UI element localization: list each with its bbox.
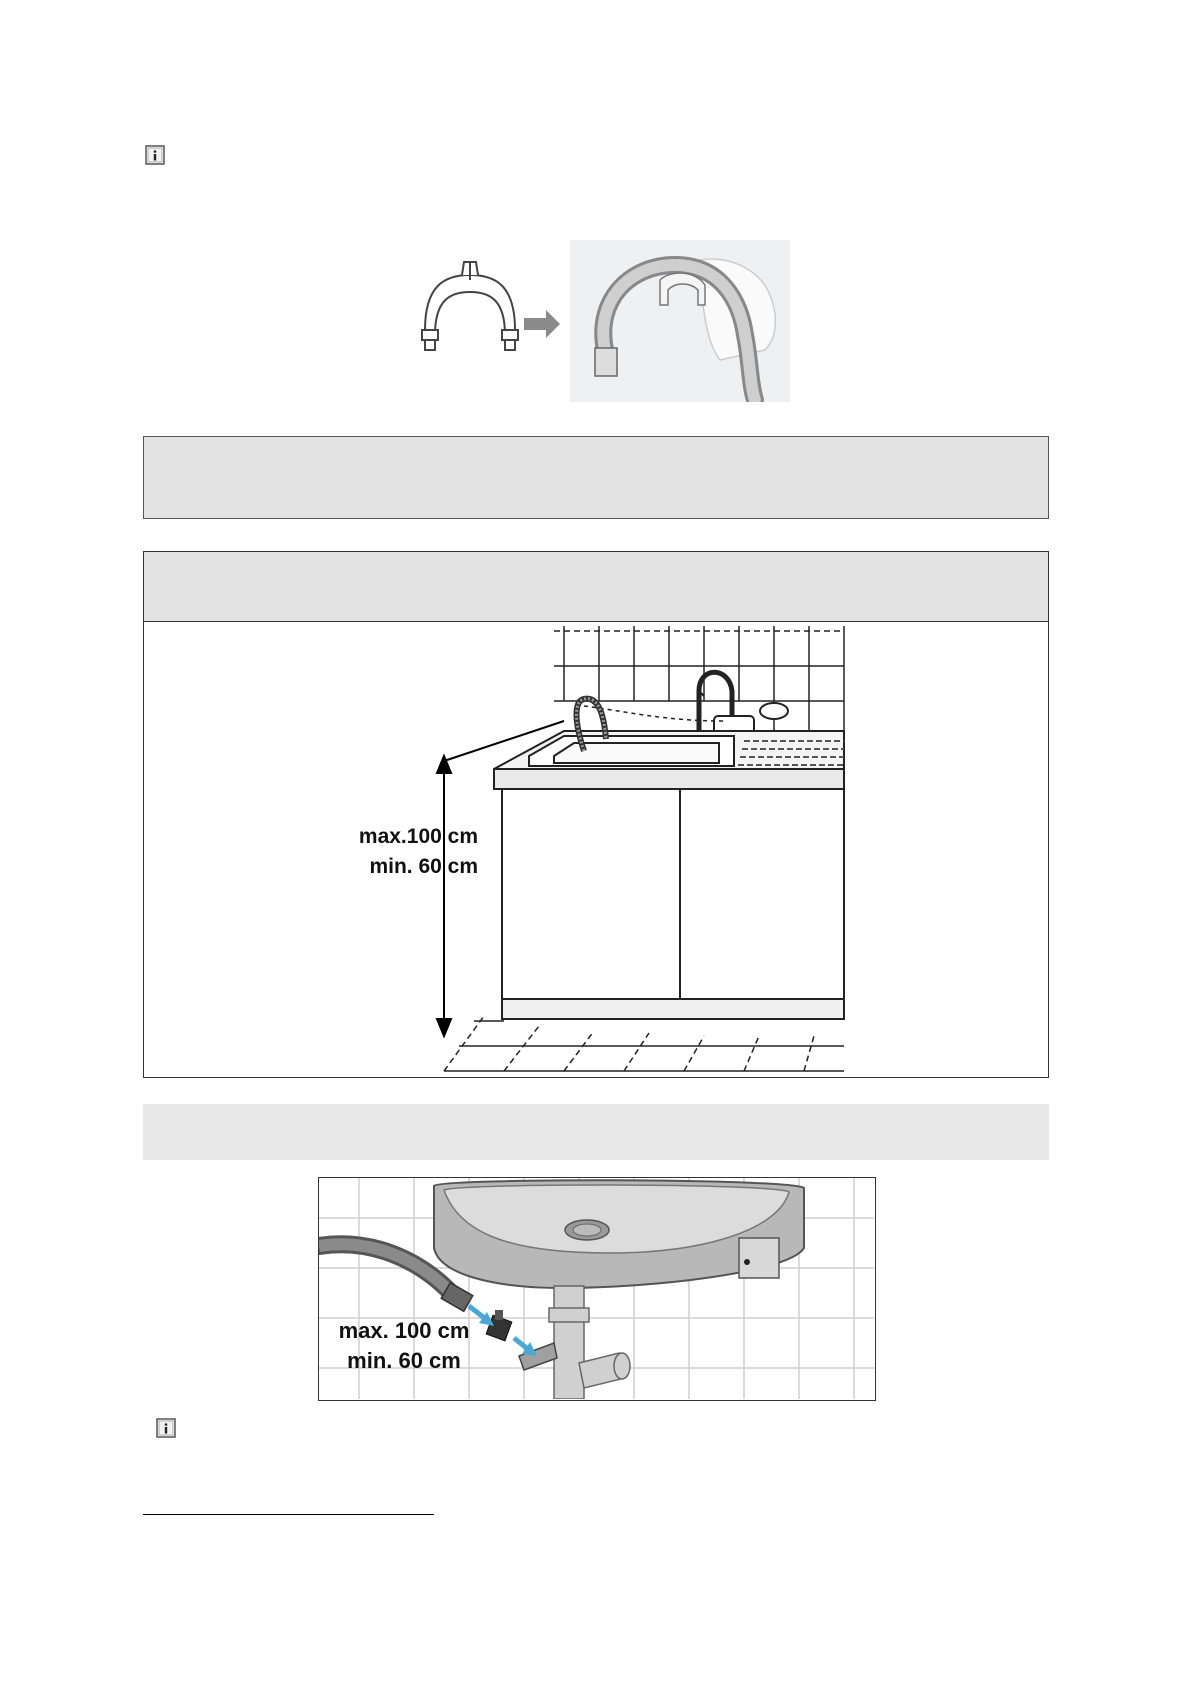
section-bar	[143, 1104, 1049, 1160]
hose-guide-clip	[422, 262, 518, 350]
siphon-height-max-label: max. 100 cm	[338, 1318, 470, 1343]
footnote-separator	[143, 1514, 434, 1515]
sink-installation-panel	[143, 551, 1049, 1078]
info-icon	[145, 145, 165, 170]
siphon-height-min-label: min. 60 cm	[347, 1348, 461, 1373]
siphon-pipe	[549, 1286, 630, 1399]
height-max-label: max.100 cm	[358, 825, 478, 848]
sink-illustration	[144, 621, 1048, 1077]
floor-tiles	[444, 1016, 844, 1071]
wash-basin	[434, 1180, 804, 1288]
arrow-right-icon	[524, 310, 560, 338]
height-min-label: min. 60 cm	[369, 855, 478, 878]
cabinet	[502, 789, 844, 1019]
hose-clamp-icon	[486, 1310, 512, 1341]
countertop	[494, 731, 844, 789]
hose-guide-figure	[420, 240, 790, 402]
note-box	[143, 436, 1049, 519]
panel-header	[144, 552, 1048, 622]
info-icon	[156, 1418, 176, 1443]
siphon-illustration	[318, 1177, 876, 1401]
